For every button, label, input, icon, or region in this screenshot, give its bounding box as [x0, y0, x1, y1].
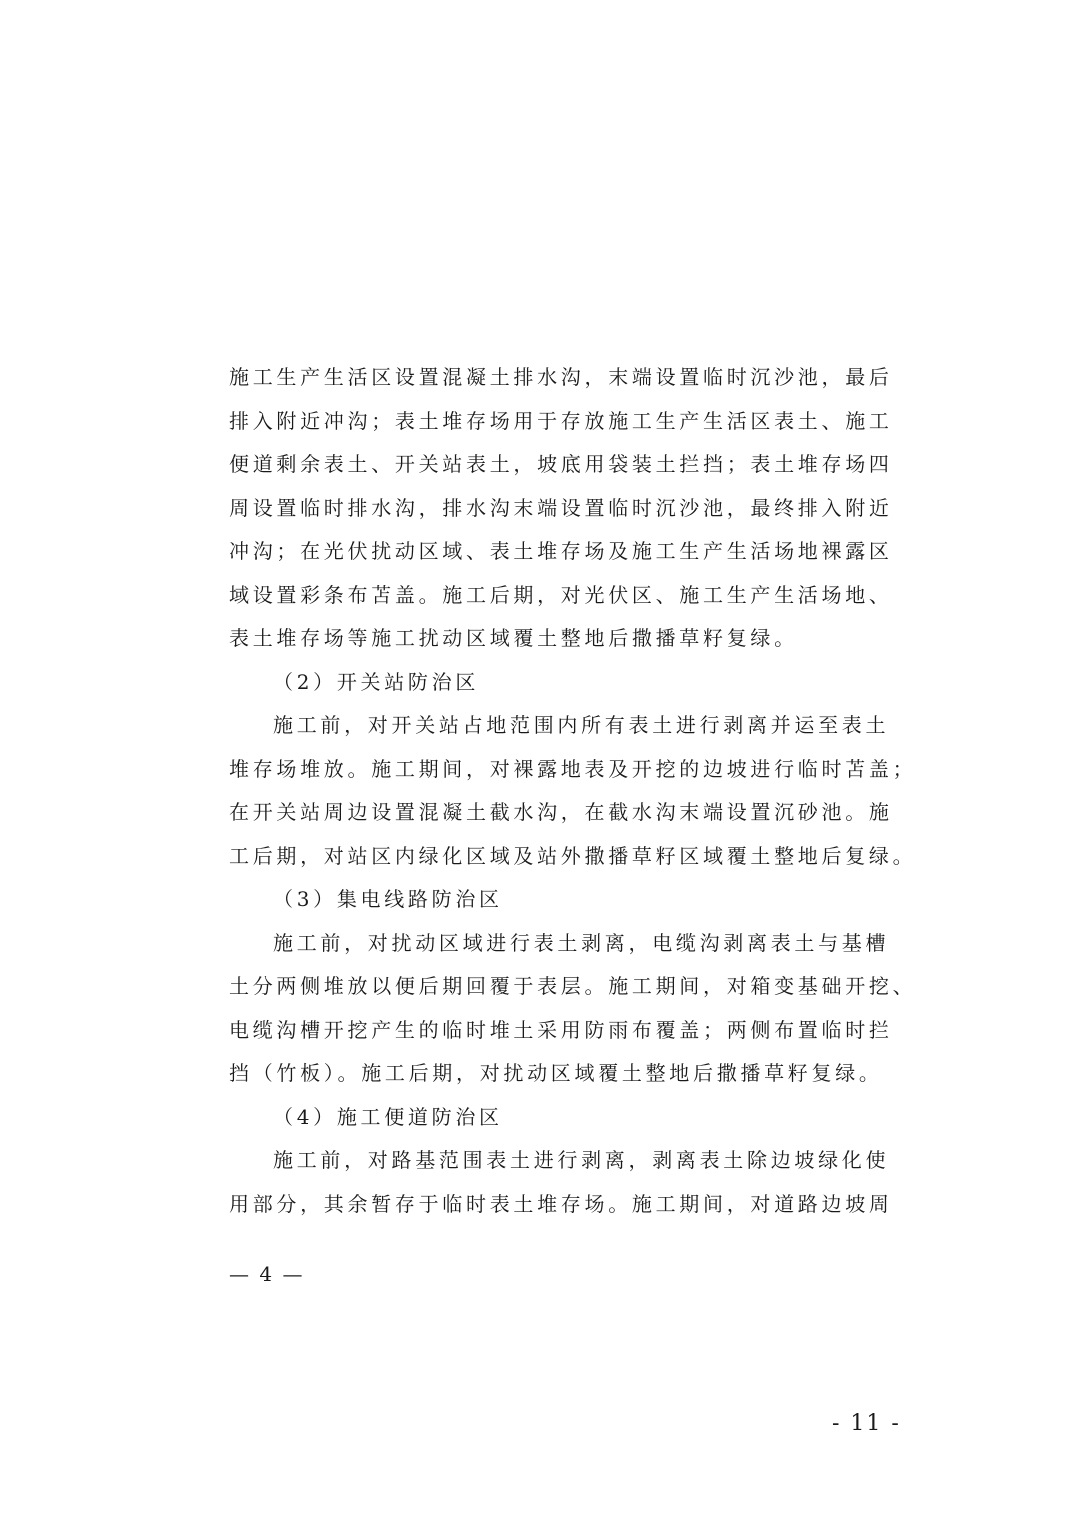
paragraph-line: 施工前，对扰动区域进行表土剥离，电缆沟剥离表土与基槽 [273, 930, 890, 955]
paragraph-line: 在开关站周边设置混凝土截水沟，在截水沟末端设置沉砂池。施 [229, 800, 893, 824]
section-heading-collector-line: （3）集电线路防治区 [273, 887, 503, 911]
paragraph-line: 堆存场堆放。施工期间，对裸露地表及开挖的边坡进行临时苫盖； [229, 756, 917, 781]
paragraph-line: 周设置临时排水沟，排水沟末端设置临时沉沙池，最终排入附近 [229, 495, 893, 520]
paragraph-line: 便道剩余表土、开关站表土，坡底用袋装土拦挡；表土堆存场四 [229, 452, 893, 476]
paragraph-line: 土分两侧堆放以便后期回覆于表层。施工期间，对箱变基础开挖、 [229, 974, 917, 998]
paragraph-line: 施工前，对开关站占地范围内所有表土进行剥离并运至表土 [273, 713, 890, 737]
section-heading-construction-road: （4）施工便道防治区 [273, 1104, 503, 1129]
paragraph-line: 域设置彩条布苫盖。施工后期，对光伏区、施工生产生活场地、 [229, 582, 893, 607]
paragraph-line: 用部分，其余暂存于临时表土堆存场。施工期间，对道路边坡周 [229, 1191, 893, 1216]
paragraph-line: 施工生产生活区设置混凝土排水沟，末端设置临时沉沙池，最后 [229, 365, 893, 389]
page-number: - 11 - [832, 1411, 901, 1436]
inner-page-number: — 4 — [229, 1262, 305, 1286]
paragraph-line: 施工前，对路基范围表土进行剥离，剥离表土除边坡绿化使 [273, 1148, 890, 1172]
paragraph-line: 电缆沟槽开挖产生的临时堆土采用防雨布覆盖；两侧布置临时拦 [229, 1017, 893, 1042]
paragraph-line: 挡（竹板）。施工后期，对扰动区域覆土整地后撒播草籽复绿。 [229, 1061, 883, 1085]
body-text [229, 356, 917, 1226]
paragraph-line: 冲沟；在光伏扰动区域、表土堆存场及施工生产生活场地裸露区 [229, 539, 893, 563]
paragraph-line: 表土堆存场等施工扰动区域覆土整地后撒播草籽复绿。 [229, 626, 798, 650]
section-heading-switch-station: （2）开关站防治区 [273, 669, 480, 694]
paragraph-line: 排入附近冲沟；表土堆存场用于存放施工生产生活区表土、施工 [229, 408, 893, 433]
paragraph-line: 工后期，对站区内绿化区域及站外撒播草籽区域覆土整地后复绿。 [229, 843, 917, 868]
